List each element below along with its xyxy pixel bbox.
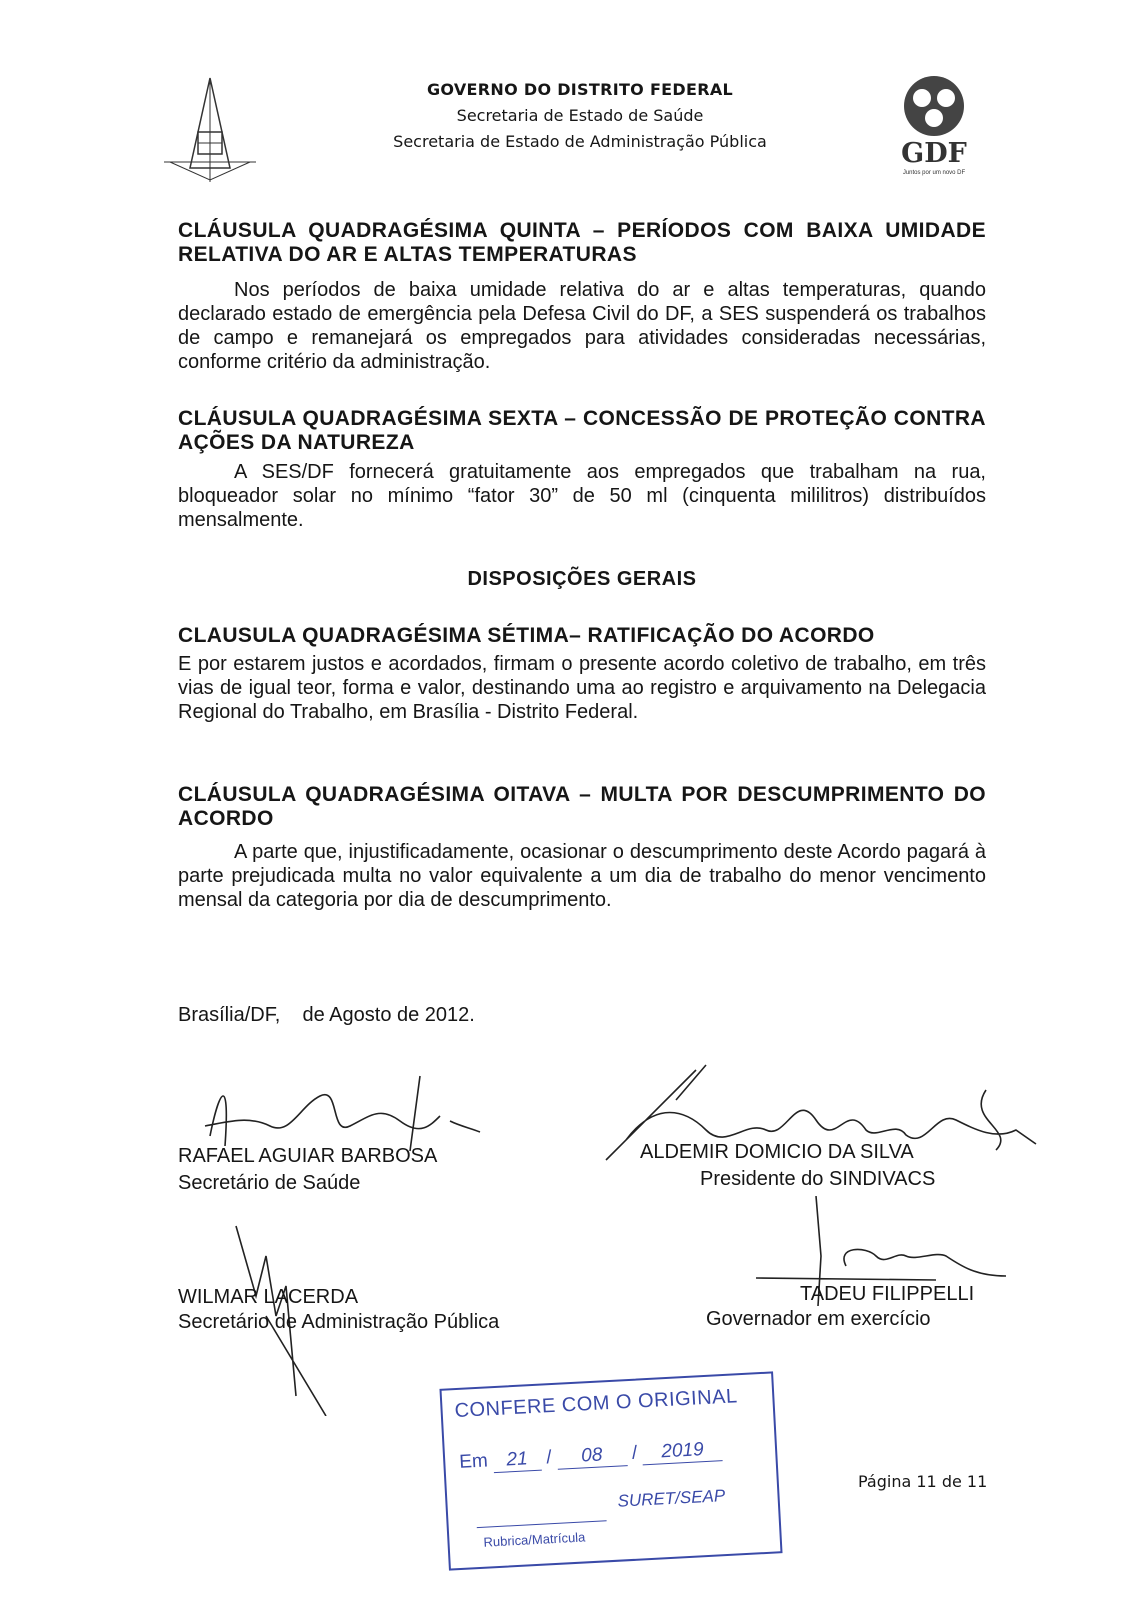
clause-48-body: A parte que, injustificadamente, ocasionar o descumprimento deste Acordo pagará à parte prejudicada multa no valor equivalente a um dia de trabalho do menor vencimento mensal da categoria por dia de descumprimento. — [178, 841, 986, 911]
signatory-1-name: RAFAEL AGUIAR BARBOSA — [178, 1145, 438, 1167]
header-secretaria-administracao: Secretaria de Estado de Administração Pública — [393, 132, 767, 151]
signature-1-handwriting — [190, 1066, 490, 1156]
stamp-sep-1: / — [545, 1447, 553, 1469]
stamp-rubrica-line — [477, 1520, 607, 1528]
stamp-date — [459, 1438, 723, 1475]
stamp-em-label: Em — [458, 1450, 489, 1473]
signatory-1-role: Secretário de Saúde — [178, 1172, 361, 1194]
stamp-day: 21 — [493, 1448, 542, 1473]
confere-original-stamp — [439, 1371, 782, 1570]
clause-45-title: CLÁUSULA QUADRAGÉSIMA QUINTA – PERÍODOS COM BAIXA UMIDADE RELATIVA DO AR E ALTAS TEMPERATURAS — [178, 219, 986, 266]
stamp-sep-2: / — [631, 1442, 638, 1464]
brasilia-emblem-icon — [160, 76, 260, 184]
signatory-4-role: Governador em exercício — [706, 1308, 931, 1330]
signatory-3-role: Secretário de Administração Pública — [178, 1311, 500, 1333]
signatory-2-name: ALDEMIR DOMICIO DA SILVA — [640, 1141, 914, 1163]
stamp-rubrica-label: Rubrica/Matrícula — [483, 1529, 586, 1550]
clause-47-title: CLAUSULA QUADRAGÉSIMA SÉTIMA– RATIFICAÇÃO DO ACORDO — [178, 624, 875, 647]
stamp-year: 2019 — [642, 1438, 723, 1465]
clause-45-body: Nos períodos de baixa umidade relativa do ar e altas temperaturas, quando declarado estado de emergência pela Defesa Civil do DF, a SES suspenderá os trabalhos de campo e remanejará os empregados para atividades consideradas necessárias, conforme critério da administração. — [178, 279, 986, 373]
stamp-unit: SURET/SEAP — [617, 1486, 726, 1511]
gdf-logo-icon — [892, 72, 976, 142]
header-government: GOVERNO DO DISTRITO FEDERAL — [426, 80, 734, 99]
stamp-month: 08 — [556, 1443, 627, 1470]
gdf-logo-tagline: Juntos por um novo DF — [902, 170, 966, 176]
clause-48-title: CLÁUSULA QUADRAGÉSIMA OITAVA – MULTA POR DESCUMPRIMENTO DO ACORDO — [178, 783, 986, 830]
gdf-logo-text: GDF — [901, 138, 967, 169]
clause-46-title: CLÁUSULA QUADRAGÉSIMA SEXTA – CONCESSÃO DE PROTEÇÃO CONTRA AÇÕES DA NATUREZA — [178, 407, 986, 454]
date-line: Brasília/DF, de Agosto de 2012. — [178, 1004, 475, 1026]
signatory-2-role: Presidente do SINDIVACS — [700, 1168, 936, 1190]
section-general-provisions: DISPOSIÇÕES GERAIS — [467, 568, 697, 590]
clause-47-body: E por estarem justos e acordados, firmam o presente acordo coletivo de trabalho, em três vias de igual teor, forma e valor, destinando uma ao registro e arquivamento na Delegacia Regional do Trabalho, em Brasília - Distrito Federal. — [178, 653, 986, 723]
page-number: Página 11 de 11 — [858, 1472, 988, 1491]
stamp-title: CONFERE COM O ORIGINAL — [454, 1385, 739, 1423]
signatory-4-name: TADEU FILIPPELLI — [800, 1283, 975, 1305]
clause-46-body: A SES/DF fornecerá gratuitamente aos empregados que trabalham na rua, bloqueador solar no mínimo “fator 30” de 50 ml (cinquenta mililitros) distribuídos mensalmente. — [178, 461, 986, 531]
signatory-3-name: WILMAR LACERDA — [178, 1286, 359, 1308]
header-secretaria-saude: Secretaria de Estado de Saúde — [456, 106, 704, 125]
